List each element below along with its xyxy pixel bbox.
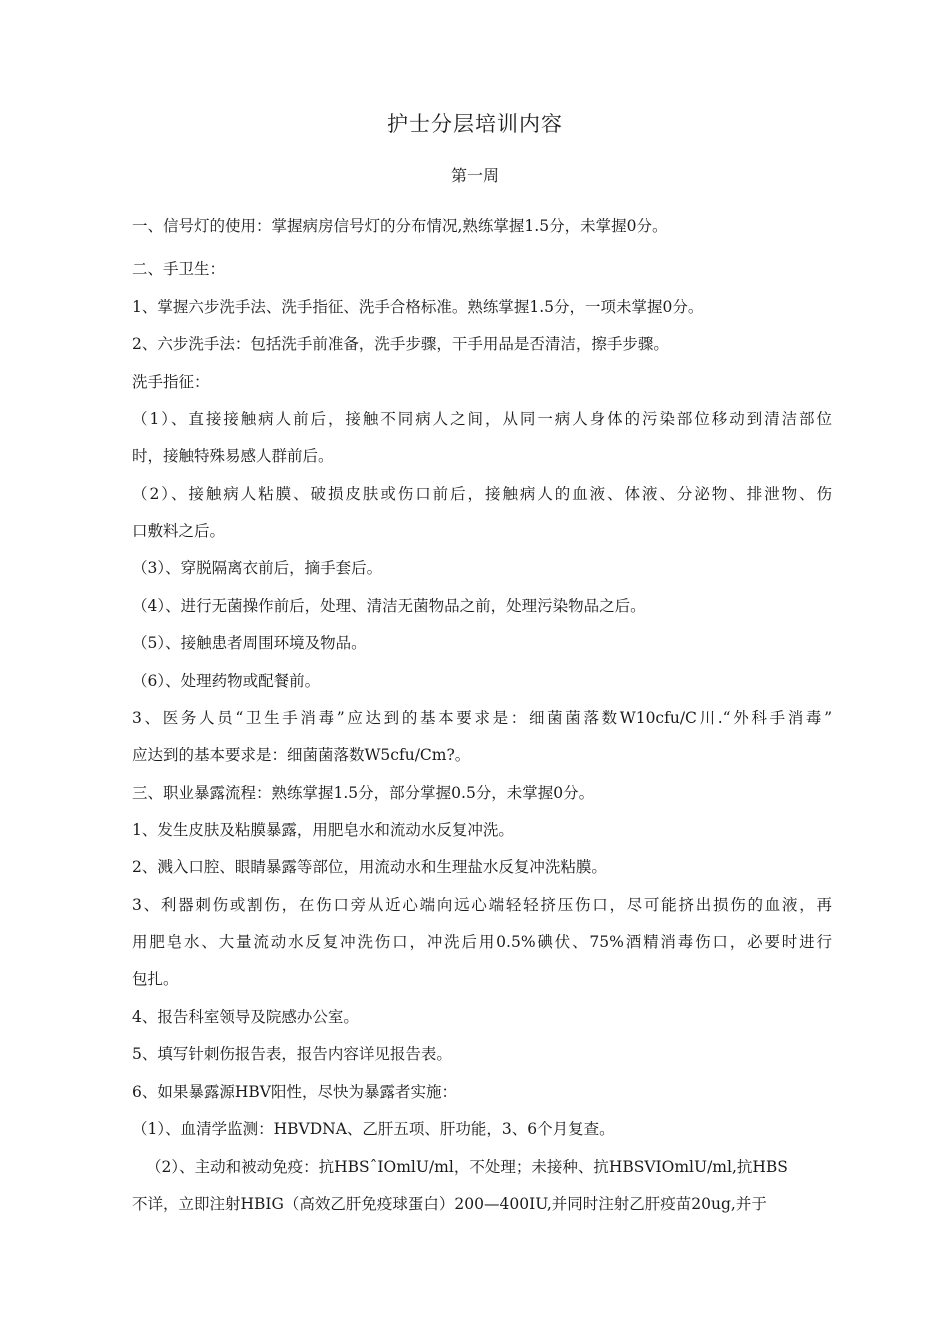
document-title: 护士分层培训内容 <box>387 112 563 136</box>
section-occupational-exposure: 三、职业暴露流程：熟练掌握1.5分，部分掌握0.5分，未掌握0分。 <box>132 784 595 802</box>
paragraph-line: 5、填写针刺伤报告表，报告内容详见报告表。 <box>132 1045 452 1063</box>
paragraph-line: （2）、接触病人粘膜、破损皮肤或伤口前后，接触病人的血液、体液、分泌物、排泄物、伤 <box>132 485 832 503</box>
paragraph-line: （1）、血清学监测：HBVDNA、乙肝五项、肝功能，3、6个月复查。 <box>132 1120 615 1138</box>
section-hand-hygiene: 二、手卫生： <box>132 260 226 278</box>
paragraph-line: 2、溅入口腔、眼睛暴露等部位，用流动水和生理盐水反复冲洗粘膜。 <box>132 858 607 876</box>
paragraph-line: 3、利器刺伤或割伤，在伤口旁从近心端向远心端轻轻挤压伤口，尽可能挤出损伤的血液，再 <box>132 896 832 914</box>
paragraph-line: 1、掌握六步洗手法、洗手指征、洗手合格标准。熟练掌握1.5分，一项未掌握0分。 <box>132 298 704 316</box>
paragraph-line: 3、医务人员“卫生手消毒”应达到的基本要求是：细菌菌落数W10cfu/C川.“外科手消毒” <box>132 709 832 727</box>
paragraph-line: （2）、主动和被动免疫：抗HBSˆIOmlU/ml，不处理；未接种、抗HBSVIOmlU/ml,抗HBS <box>146 1158 788 1176</box>
paragraph-line: 2、六步洗手法：包括洗手前准备，洗手步骤，干手用品是否清洁，擦手步骤。 <box>132 335 669 353</box>
paragraph-line: 时，接触特殊易感人群前后。 <box>132 447 334 465</box>
paragraph-line: （3）、穿脱隔离衣前后，摘手套后。 <box>132 559 383 577</box>
paragraph-line: 用肥皂水、大量流动水反复冲洗伤口，冲洗后用0.5%碘伏、75%酒精消毒伤口，必要时进行 <box>132 933 832 951</box>
paragraph-line: （1）、直接接触病人前后，接触不同病人之间，从同一病人身体的污染部位移动到清洁部位 <box>132 410 832 428</box>
paragraph-line: 应达到的基本要求是：细菌菌落数W5cfu/Cm?。 <box>132 746 471 764</box>
paragraph-line: 洗手指征： <box>132 373 210 391</box>
paragraph-line: 4、报告科室领导及院感办公室。 <box>132 1008 359 1026</box>
paragraph-line: 6、如果暴露源HBV阳性，尽快为暴露者实施： <box>132 1083 457 1101</box>
paragraph-line: 1、发生皮肤及粘膜暴露，用肥皂水和流动水反复冲洗。 <box>132 821 514 839</box>
paragraph-line: （5）、接触患者周围环境及物品。 <box>132 634 367 652</box>
paragraph-line: （4）、进行无菌操作前后，处理、清洁无菌物品之前，处理污染物品之后。 <box>132 597 646 615</box>
paragraph-line: 不详，立即注射HBIG（高效乙肝免疫球蛋白）200—400IU,并同时注射乙肝疫苗20ug,并于 <box>132 1195 767 1213</box>
paragraph-line: 包扎。 <box>132 970 179 988</box>
paragraph-line: 口敷料之后。 <box>132 522 226 540</box>
paragraph-line: （6）、处理药物或配餐前。 <box>132 672 321 690</box>
week-heading: 第一周 <box>450 166 499 185</box>
section-signal-light: 一、信号灯的使用：掌握病房信号灯的分布情况,熟练掌握1.5分，未掌握0分。 <box>132 217 668 235</box>
